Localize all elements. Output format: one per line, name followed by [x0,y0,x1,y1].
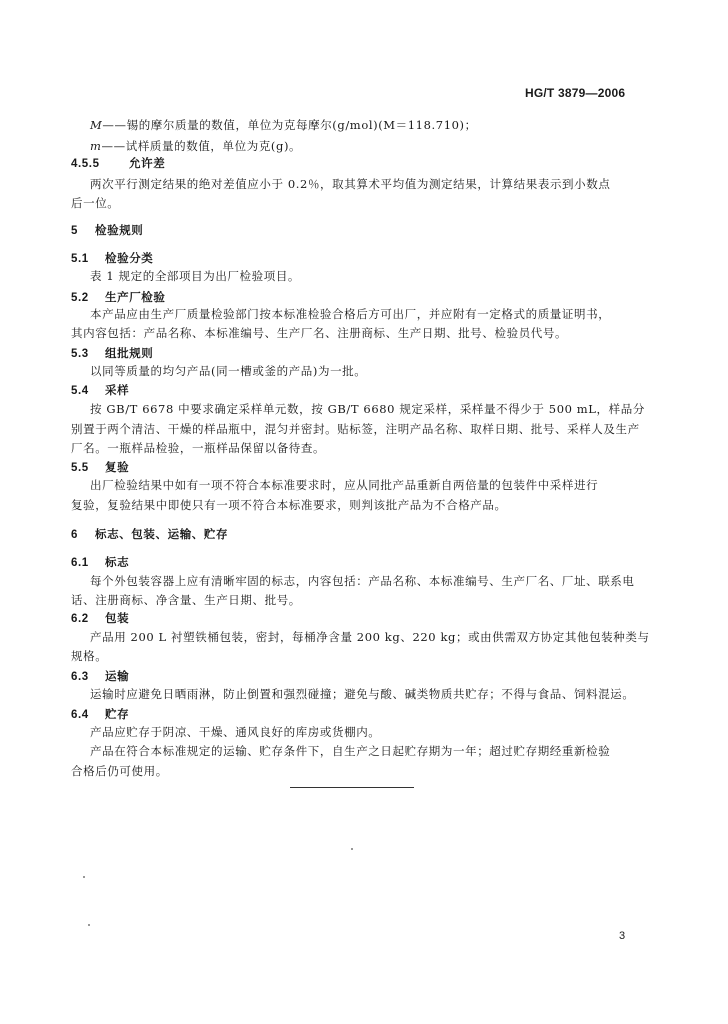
section-5-3-text-1: 以同等质量的均匀产品(同一槽或釜的产品)为一批。 [90,364,367,378]
def-M-text: ——锡的摩尔质量的数值，单位为克每摩尔(g/mol)(M＝118.710)； [102,118,477,132]
def-m-text: ——试样质量的数值，单位为克(g)。 [101,139,302,153]
section-5-5-text-2: 复验，复验结果中即使只有一项不符合本标准要求，则判该批产品为不合格产品。 [71,498,507,512]
section-5-2-text-2: 其内容包括：产品名称、本标准编号、生产厂名、注册商标、生产日期、批号、检验员代号。 [71,326,568,340]
section-5-5-heading: 5.5 复验 [71,460,130,474]
scan-speck [83,876,85,878]
section-5-3-heading: 5.3 组批规则 [71,346,154,360]
end-rule [290,787,414,788]
section-5-1-heading: 5.1 检验分类 [71,251,154,265]
section-4-5-5-text-2: 后一位。 [71,196,120,210]
section-6-2-heading: 6.2 包装 [71,611,130,625]
section-6-heading: 6 标志、包装、运输、贮存 [71,527,229,541]
def-m-symbol: m [90,139,102,153]
section-5-4-heading: 5.4 采样 [71,383,130,397]
def-m [90,138,301,154]
section-5-5-text-1: 出厂检验结果中如有一项不符合本标准要求时，应从同批产品重新自两倍量的包装件中采样进行 [90,478,599,492]
scan-speck [351,848,353,850]
scan-speck [88,924,90,926]
section-4-5-5-text-1: 两次平行测定结果的绝对差值应小于 0.2％，取其算术平均值为测定结果，计算结果表示到小数点 [90,177,611,191]
section-6-1-text-1: 每个外包装容器上应有清晰牢固的标志，内容包括：产品名称、本标准编号、生产厂名、厂址、联系电 [90,574,635,588]
section-6-1-text-2: 话、注册商标、净含量、生产日期、批号。 [71,593,301,607]
standard-code: HG/T 3879—2006 [525,86,626,100]
section-6-3-text-1: 运输时应避免日晒雨淋，防止倒置和强烈碰撞；避免与酸、碱类物质共贮存；不得与食品、饲料混运。 [90,687,635,701]
section-5-4-text-3: 厂名。一瓶样品检验，一瓶样品保留以备待查。 [71,441,326,455]
section-6-3-heading: 6.3 运输 [71,669,130,683]
section-6-4-text-3: 合格后仍可使用。 [71,764,168,778]
section-6-4-text-1: 产品应贮存于阴凉、干燥、通风良好的库房或货棚内。 [90,725,381,739]
section-5-2-text-1: 本产品应由生产厂质量检验部门按本标准检验合格后方可出厂，并应附有一定格式的质量证明书， [90,307,611,321]
section-5-2-heading: 5.2 生产厂检验 [71,290,166,304]
def-M [90,117,477,133]
section-6-2-text-1: 产品用 200 L 衬塑铁桶包装，密封，每桶净含量 200 kg、220 kg；或由供需双方协定其他包装种类与 [90,630,650,644]
section-6-2-text-2: 规格。 [71,649,108,663]
section-5-1-text-1: 表 1 规定的全部项目为出厂检验项目。 [90,269,301,283]
section-4-5-5-heading: 4.5.5 允许差 [71,156,166,170]
def-M-symbol: M [90,118,103,132]
page-number: 3 [619,930,626,942]
section-6-1-heading: 6.1 标志 [71,555,130,569]
section-6-4-heading: 6.4 贮存 [71,707,130,721]
section-5-4-text-2: 别置于两个清洁、干燥的样品瓶中，混匀并密封。贴标签，注明产品名称、取样日期、批号、采样人及生产 [71,422,640,436]
section-6-4-text-2: 产品在符合本标准规定的运输、贮存条件下，自生产之日起贮存期为一年；超过贮存期经重新检验 [90,744,611,758]
section-5-4-text-1: 按 GB/T 6678 中要求确定采样单元数，按 GB/T 6680 规定采样，采样量不得少于 500 mL，样品分 [90,402,645,416]
section-5-heading: 5 检验规则 [71,223,144,237]
